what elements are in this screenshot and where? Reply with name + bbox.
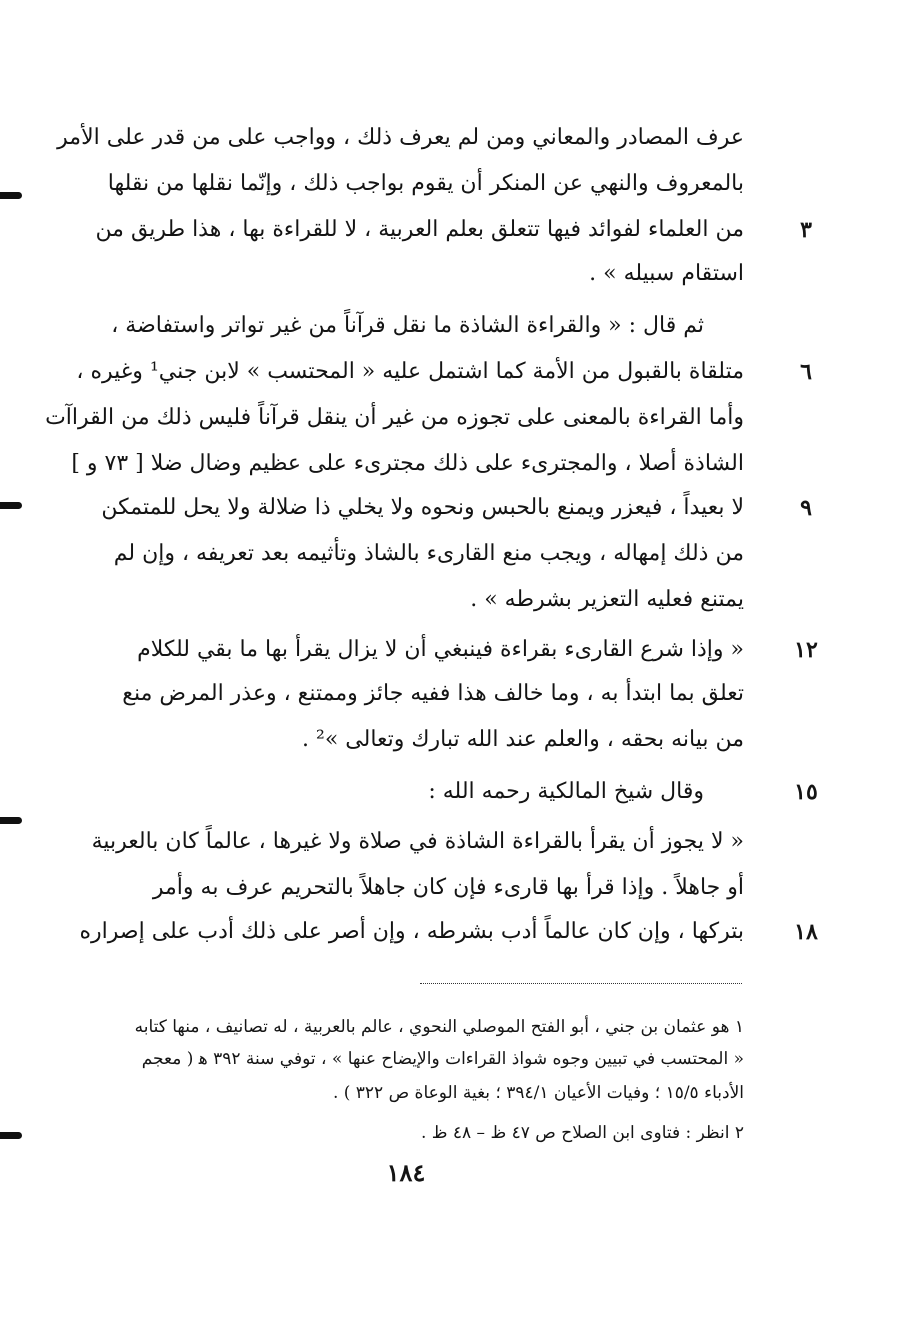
- line-number: ٣: [800, 217, 812, 243]
- line-number: ١٥: [794, 779, 818, 805]
- body-line: لا بعيداً ، فيعزر ويمنع بالحبس ونحوه ولا يخلي ذا ضلالة ولا يحل للمتمكن: [101, 495, 744, 520]
- body-line: الشاذة أصلا ، والمجترىء على ذلك مجترىء على عظيم وضال ضلا [ ٧٣ و ]: [71, 451, 744, 476]
- footnote-line: الأدباء ١٥/٥ ؛ وفيات الأعيان ٣٩٤/١ ؛ بغية الوعاة ص ٣٢٢ ) .: [332, 1083, 744, 1103]
- body-line: تعلق بما ابتدأ به ، وما خالف هذا ففيه جائز وممتنع ، وعذر المرض منع: [122, 681, 744, 706]
- body-line: « وإذا شرع القارىء بقراءة فينبغي أن لا يزال يقرأ بها ما بقي للكلام: [137, 637, 744, 662]
- margin-mark: [0, 817, 22, 824]
- page-number: ١٨٤: [386, 1158, 426, 1187]
- line-number: ٦: [800, 359, 812, 385]
- margin-mark: [0, 502, 22, 509]
- body-line: بتركها ، وإن كان عالماً أدب بشرطه ، وإن أصر على ذلك أدب على إصراره: [79, 919, 744, 944]
- line-number: ١٨: [794, 919, 818, 945]
- margin-mark: [0, 1132, 22, 1139]
- body-line: من العلماء لفوائد فيها تتعلق بعلم العربية ، لا للقراءة بها ، هذا طريق من: [95, 217, 744, 242]
- body-line: من بيانه بحقه ، والعلم عند الله تبارك وتعالى »² .: [302, 727, 744, 752]
- footnote-line: ١ هو عثمان بن جني ، أبو الفتح الموصلي النحوي ، عالم بالعربية ، له تصانيف ، منها كتابه: [134, 1017, 744, 1037]
- body-line: يمتنع فعليه التعزير بشرطه » .: [470, 587, 744, 612]
- body-line: ثم قال : « والقراءة الشاذة ما نقل قرآناً من غير تواتر واستفاضة ،: [111, 313, 704, 338]
- line-number: ١٢: [794, 637, 818, 663]
- body-line: عرف المصادر والمعاني ومن لم يعرف ذلك ، وواجب على من قدر على الأمر: [57, 125, 744, 150]
- footnote-line: « المحتسب في تبيين وجوه شواذ القراءات والإيضاح عنها » ، توفي سنة ٣٩٢ ﻫ ( معجم: [141, 1049, 744, 1069]
- body-line: وقال شيخ المالكية رحمه الله :: [428, 779, 704, 804]
- footnote-separator: [420, 983, 742, 984]
- body-line: استقام سبيله » .: [589, 261, 744, 286]
- body-line: من ذلك إمهاله ، ويجب منع القارىء بالشاذ وتأثيمه بعد تعريفه ، وإن لم: [113, 541, 744, 566]
- line-number: ٩: [800, 495, 812, 521]
- body-line: وأما القراءة بالمعنى على تجوزه من غير أن ينقل قرآناً فليس ذلك من القراآت: [45, 405, 744, 430]
- body-line: « لا يجوز أن يقرأ بالقراءة الشاذة في صلاة ولا غيرها ، عالماً كان بالعربية: [91, 829, 744, 854]
- body-line: أو جاهلاً . وإذا قرأ بها قارىء فإن كان جاهلاً بالتحريم عرف به وأمر: [152, 875, 744, 900]
- footnote-line: ٢ انظر : فتاوى ابن الصلاح ص ٤٧ ظ – ٤٨ ظ .: [420, 1123, 744, 1143]
- body-line: بالمعروف والنهي عن المنكر أن يقوم بواجب ذلك ، وإنّما نقلها من نقلها: [107, 171, 744, 196]
- margin-mark: [0, 192, 22, 199]
- body-line: متلقاة بالقبول من الأمة كما اشتمل عليه « المحتسب » لابن جني¹ وغيره ،: [76, 359, 744, 384]
